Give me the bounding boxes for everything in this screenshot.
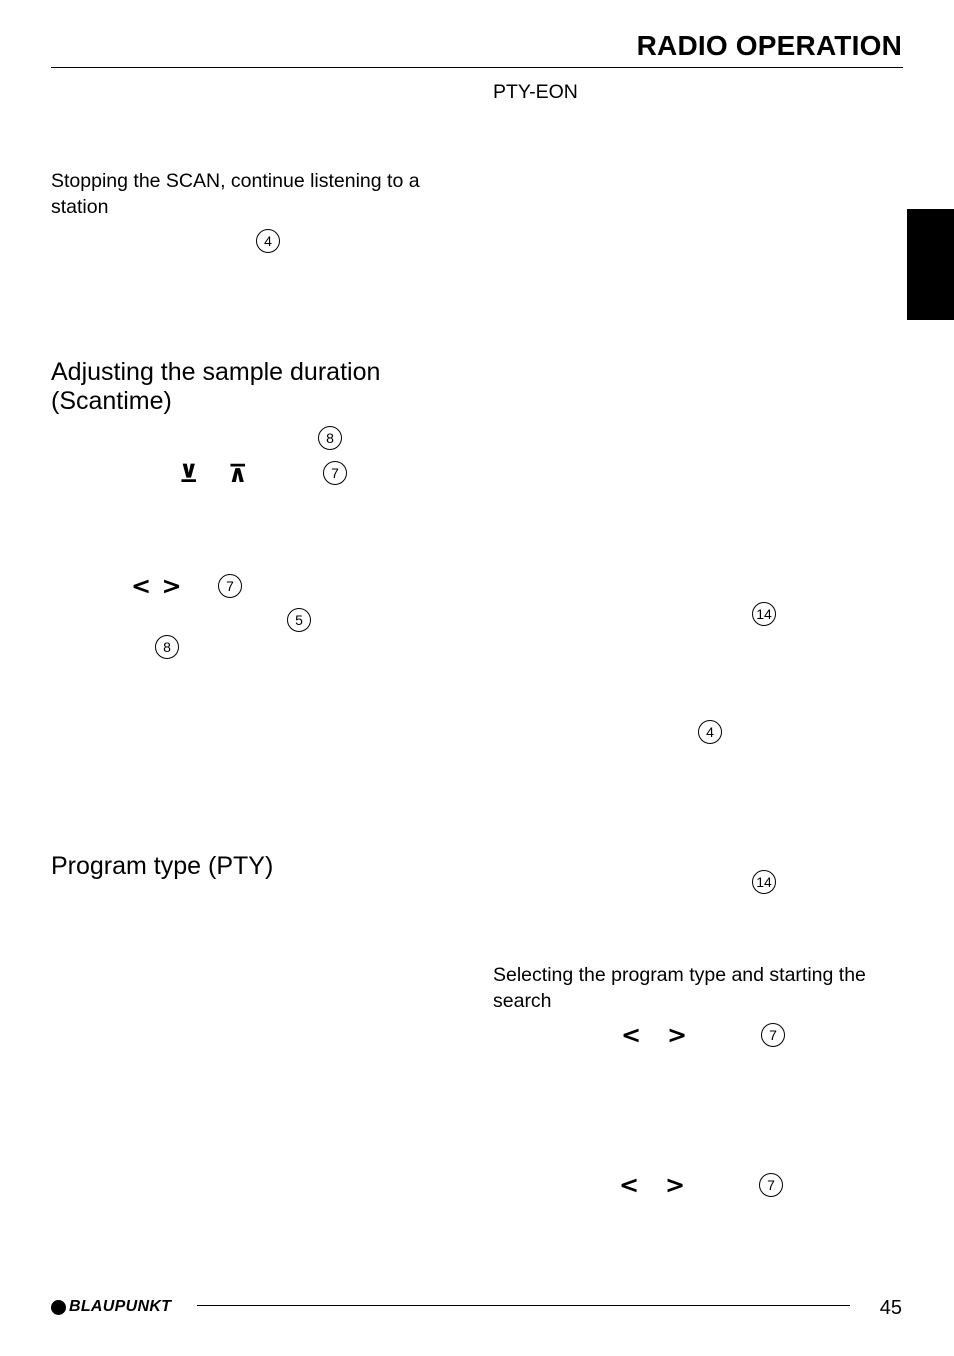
header-divider [51, 67, 903, 68]
stopping-scan-heading: Stopping the SCAN, continue listening to a station [51, 170, 420, 218]
ref-7-icon: 7 [323, 461, 347, 485]
left-arrow-icon: < [619, 1171, 640, 1199]
pty-eon-heading: PTY-EON [493, 81, 578, 103]
ref-7-icon: 7 [761, 1023, 785, 1047]
right-arrow-icon: > [665, 1171, 686, 1199]
pty-heading: Program type (PTY) [51, 852, 274, 880]
ref-14-icon: 14 [752, 870, 776, 894]
ref-7-icon: 7 [218, 574, 242, 598]
up-arrow-icon: ⊼ [228, 460, 248, 488]
ref-4-icon: 4 [256, 229, 280, 253]
ref-8-icon: 8 [318, 426, 342, 450]
left-right-arrows-icon: < > [131, 572, 183, 600]
ref-4-icon: 4 [698, 720, 722, 744]
down-arrow-icon: ⊻ [179, 460, 199, 488]
brand-name: BLAUPUNKT [69, 1298, 172, 1315]
scantime-heading: Adjusting the sample duration (Scantime) [51, 358, 381, 415]
section-tab-marker [907, 209, 954, 320]
left-arrow-icon: < [621, 1021, 642, 1049]
right-arrow-icon: > [667, 1021, 688, 1049]
selecting-pty-heading: Selecting the program type and starting the search [493, 964, 866, 1012]
brand-logo [51, 1298, 171, 1316]
ref-8-icon: 8 [155, 635, 179, 659]
logo-dot-icon [51, 1300, 66, 1315]
page-title: RADIO OPERATION [636, 30, 902, 61]
page-number: 45 [879, 1297, 902, 1319]
ref-5-icon: 5 [287, 608, 311, 632]
ref-14-icon: 14 [752, 602, 776, 626]
ref-7-icon: 7 [759, 1173, 783, 1197]
footer-divider [197, 1305, 850, 1306]
